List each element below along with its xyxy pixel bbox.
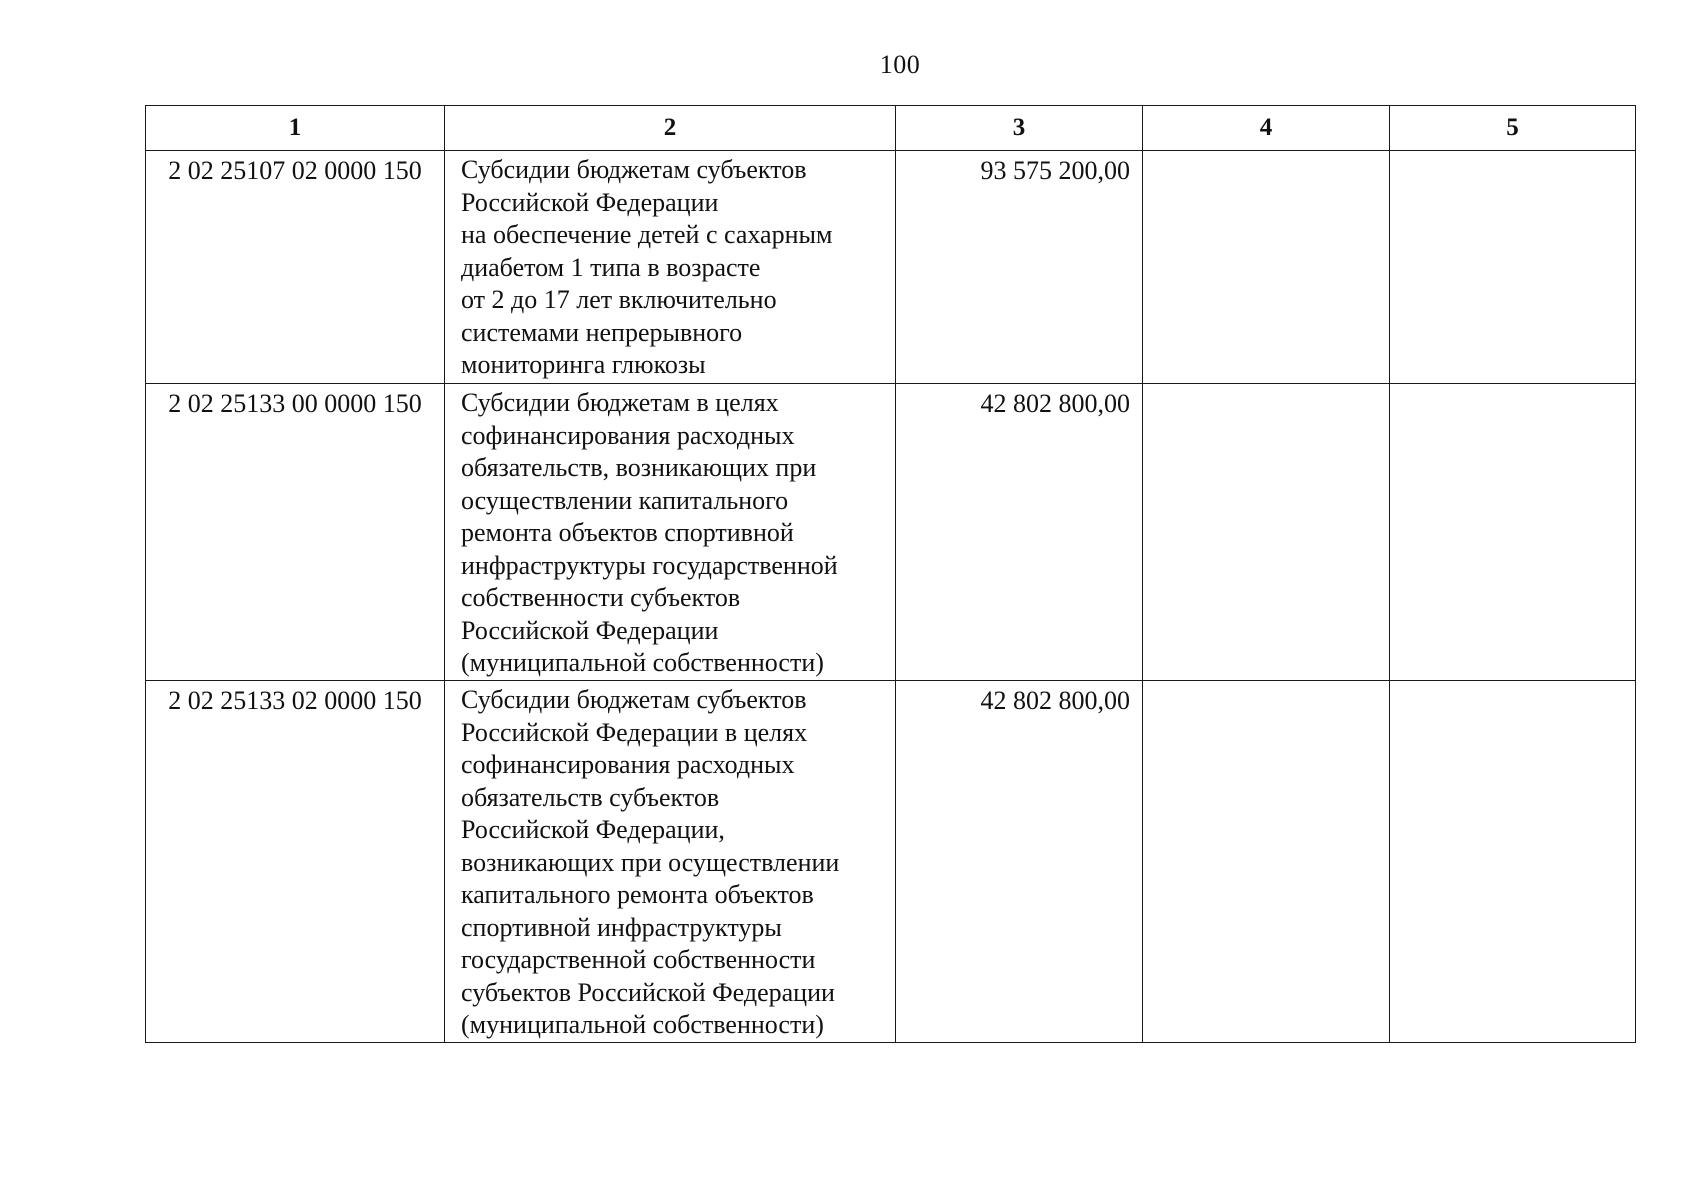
header-col-5: 5 — [1390, 106, 1636, 151]
description-line: софинансирования расходных — [461, 750, 795, 779]
header-col-1: 1 — [146, 106, 445, 151]
description-line: капитального ремонта объектов — [461, 880, 814, 909]
description-line: Российской Федерации в целях — [461, 717, 808, 747]
header-col-3: 3 — [896, 106, 1143, 151]
description-line: Субсидии бюджетам в целях — [461, 388, 779, 417]
header-col-4: 4 — [1143, 106, 1390, 151]
description-line: собственности субъектов — [461, 583, 741, 612]
description-line: Субсидии бюджетам субъектов — [461, 155, 807, 184]
description-line: (муниципальной собственности) — [461, 1010, 824, 1039]
description-cell — [445, 681, 896, 1043]
col4-cell — [1143, 384, 1390, 681]
description-line: инфраструктуры государственной — [461, 550, 838, 580]
description-line: софинансирования расходных — [461, 420, 795, 450]
description-line: Субсидии бюджетам субъектов — [461, 685, 807, 714]
description-line: ремонта объектов спортивной — [461, 518, 794, 547]
table-header-row — [146, 106, 1636, 151]
description-line: возникающих при осуществлении — [461, 847, 840, 877]
revenue-code-cell: 2 02 25133 02 0000 150 — [146, 681, 445, 1043]
description-line: диабетом 1 типа в возрасте — [461, 252, 761, 282]
description-line: Российской Федерации — [461, 187, 719, 217]
col5-cell — [1390, 384, 1636, 681]
description-line: обязательств, возникающих при — [461, 453, 817, 482]
table-row — [146, 384, 1636, 681]
table-row — [146, 681, 1636, 1043]
description-line: государственной собственности — [461, 945, 816, 974]
description-line: субъектов Российской Федерации — [461, 977, 835, 1007]
description-line: мониторинга глюкозы — [461, 350, 706, 379]
description-line: (муниципальной собственности) — [461, 648, 824, 677]
page-number: 100 — [879, 50, 921, 79]
col4-cell — [1143, 681, 1390, 1043]
amount-cell: 93 575 200,00 — [896, 151, 1143, 384]
table-row — [146, 151, 1636, 384]
description-cell — [445, 384, 896, 681]
revenue-code-cell: 2 02 25107 02 0000 150 — [146, 151, 445, 384]
amount-cell: 42 802 800,00 — [896, 384, 1143, 681]
amount-cell: 42 802 800,00 — [896, 681, 1143, 1043]
description-cell — [445, 151, 896, 384]
description-line: от 2 до 17 лет включительно — [461, 285, 777, 314]
col4-cell — [1143, 151, 1390, 384]
budget-revenue-table — [145, 105, 1636, 1043]
description-line: на обеспечение детей с сахарным — [461, 220, 833, 249]
description-line: Российской Федерации — [461, 615, 719, 645]
description-line: Российской Федерации, — [461, 815, 725, 844]
col5-cell — [1390, 681, 1636, 1043]
description-line: обязательств субъектов — [461, 782, 720, 812]
description-line: осуществлении капитального — [461, 485, 789, 515]
revenue-code-cell: 2 02 25133 00 0000 150 — [146, 384, 445, 681]
description-line: системами непрерывного — [461, 317, 743, 347]
col5-cell — [1390, 151, 1636, 384]
header-col-2: 2 — [445, 106, 896, 151]
description-line: спортивной инфраструктуры — [461, 912, 782, 942]
